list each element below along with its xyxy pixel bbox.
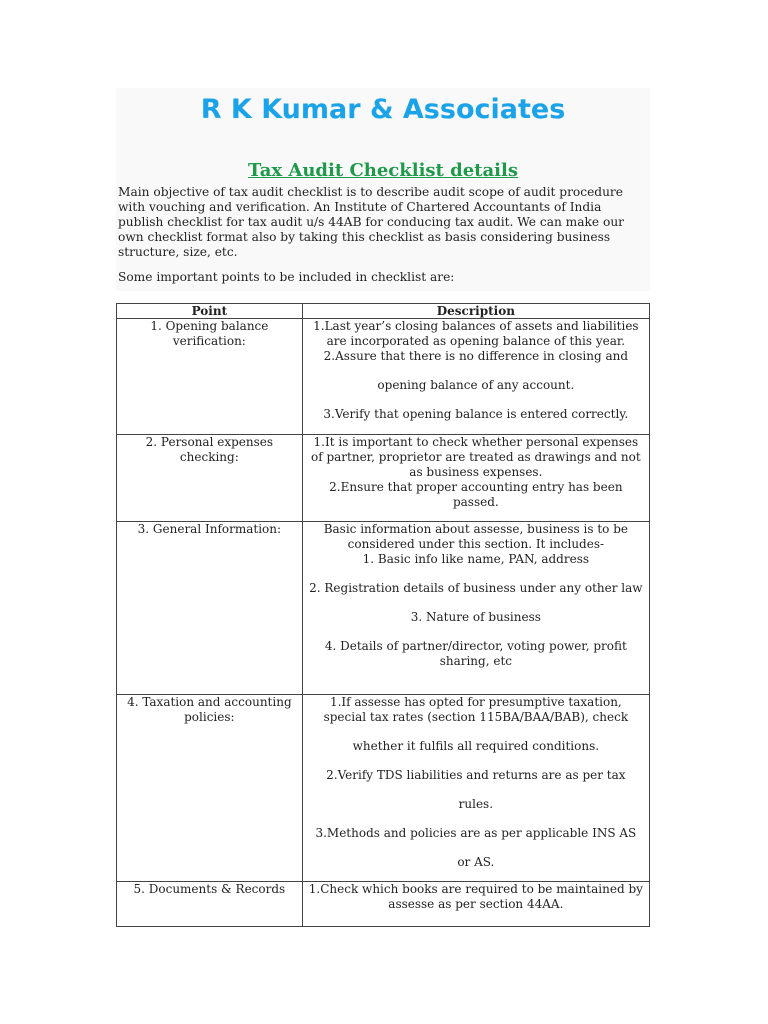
row-description [302, 882, 649, 927]
row-point: 2. Personal expenses checking: [117, 435, 303, 522]
header-description: Description [302, 304, 649, 319]
description-line: 2.Ensure that proper accounting entry has been passed. [329, 480, 623, 509]
description-line: 4. Details of partner/director, voting power, profit sharing, etc [324, 639, 627, 668]
description-line: 1.Last year’s closing balances of assets and liabilities are incorporated as opening balance of this year. [313, 319, 639, 348]
checklist-table [116, 303, 650, 927]
table-row [117, 882, 650, 927]
document-header [116, 88, 650, 291]
row-point: 5. Documents & Records [117, 882, 303, 927]
description-line: 2.Assure that there is no difference in closing and [323, 349, 629, 363]
description-line: 3.Methods and policies are as per applicable INS AS [315, 826, 637, 840]
intro-paragraph: Main objective of tax audit checklist is to describe audit scope of audit procedure with vouching and verification. An Institute of Chartered Accountants of India publish checklist for tax audit u/s 44AB for conducing tax audit. We can make our own checklist format also by taking this checklist as basis considering business structure, size, etc. [118, 185, 624, 259]
description-line: 1. Basic info like name, PAN, address [362, 552, 590, 566]
description-line: 1.Check which books are required to be maintained by assesse as per section 44AA. [308, 882, 643, 911]
document-page [116, 88, 652, 927]
description-line: 1.If assesse has opted for presumptive taxation, special tax rates (section 115BA/BAA/BAB), check [323, 695, 629, 724]
description-line: rules. [458, 797, 494, 811]
table-row [117, 319, 650, 435]
row-description [302, 319, 649, 435]
document-title: Tax Audit Checklist details [248, 160, 518, 181]
header-point: Point [117, 304, 303, 319]
row-description [302, 522, 649, 695]
row-description [302, 435, 649, 522]
description-line: whether it fulfils all required conditions. [352, 739, 600, 753]
lead-sentence: Some important points to be included in checklist are: [118, 270, 455, 284]
table-header-row [117, 304, 650, 319]
description-line: opening balance of any account. [377, 378, 575, 392]
description-line: 2.Verify TDS liabilities and returns are as per tax [326, 768, 626, 782]
company-name: R K Kumar & Associates [200, 94, 566, 125]
description-line: 3.Verify that opening balance is entered correctly. [323, 407, 629, 421]
description-line: 3. Nature of business [410, 610, 541, 624]
table-row [117, 522, 650, 695]
row-point: 3. General Information: [117, 522, 303, 695]
description-line: or AS. [457, 855, 495, 869]
description-line: 1.It is important to check whether personal expenses of partner, proprietor are treated as drawings and not as business expenses. [310, 435, 641, 479]
row-point: 1. Opening balance verification: [117, 319, 303, 435]
row-description [302, 695, 649, 882]
description-line: 2. Registration details of business under any other law [309, 581, 643, 595]
description-line: Basic information about assesse, business is to be considered under this section. It includes- [323, 522, 628, 551]
table-row [117, 695, 650, 882]
table-row [117, 435, 650, 522]
row-point: 4. Taxation and accounting policies: [117, 695, 303, 882]
